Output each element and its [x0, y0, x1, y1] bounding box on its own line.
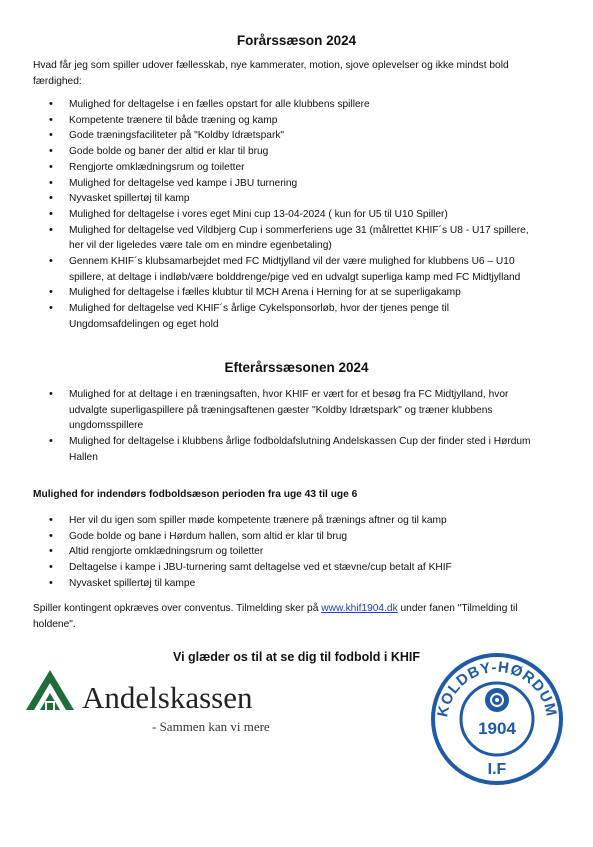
spring-benefit-item: • Mulighed for deltagelse i vores eget Mini cup 13-04-2024 ( kun for U5 til U10 Spiller) [33, 207, 533, 223]
indoor-benefit-item: • Altid rengjorte omklædningsrum og toiletter [33, 544, 533, 560]
spring-benefit-item: • Kompetente trænere til både træning og kamp [33, 113, 533, 129]
indoor-title: Mulighed for indendørs fodboldsæson perioden fra uge 43 til uge 6 [33, 489, 358, 500]
andelskassen-mark-icon [26, 670, 74, 710]
autumn-benefit-item: • Mulighed for deltagelse i klubbens årlige fodboldafslutning Andelskassen Cup der finder sted i Hørdum Hallen [33, 434, 533, 465]
spring-benefit-item: • Mulighed for deltagelse ved KHIF´s årlige Cykelsponsorløb, hvor der tjenes penge til Ungdomsafdelingen og eget hold [33, 301, 533, 332]
indoor-benefits-list [33, 513, 533, 592]
footer-text-after: under fanen "Tilmelding til holdene". [33, 603, 518, 630]
sponsor-name: Andelskassen [82, 680, 253, 715]
closing-line: Vi glæder os til at se dig til fodbold i KHIF [172, 650, 420, 664]
spring-benefit-item: • Mulighed for deltagelse i en fælles opstart for alle klubbens spillere [33, 97, 533, 113]
spring-benefit-item: • Rengjorte omklædningsrum og toiletter [33, 160, 533, 176]
spring-benefits-list [33, 97, 533, 333]
spring-benefit-item: • Mulighed for deltagelse i fælles klubtur til MCH Arena i Herning for at se superligakamp [33, 285, 533, 301]
club-suffix: I.F [487, 761, 507, 778]
spring-intro: Hvad får jeg som spiller udover fællesskab, nye kammerater, motion, sjove oplevelser og ikke mindst bold færdighed: [33, 60, 509, 87]
website-link[interactable]: www.khif1904.dk [321, 603, 398, 614]
spring-benefit-item: • Mulighed for deltagelse ved kampe i JBU turnering [33, 176, 533, 192]
footer-text-before: Spiller kontingent opkræves over conventus. Tilmelding sker på [33, 603, 322, 614]
indoor-benefit-item: • Nyvasket spillertøj til kampe [33, 576, 533, 592]
spring-benefit-item: • Gode træningsfaciliteter på "Koldby Idrætspark" [33, 128, 533, 144]
club-name-arc: KOLDBY-HØRDUM [434, 658, 560, 719]
spring-benefit-item: • Nyvasket spillertøj til kamp [33, 191, 533, 207]
autumn-benefits-list [33, 387, 533, 466]
footer-paragraph [33, 601, 561, 632]
sponsor-tagline: - Sammen kan vi mere [152, 719, 270, 734]
ball-icon [485, 688, 509, 712]
indoor-benefit-item: • Gode bolde og bane i Hørdum hallen, som altid er klar til brug [33, 529, 533, 545]
club-badge [430, 650, 564, 788]
spring-benefit-item: • Gode bolde og baner der altid er klar til brug [33, 144, 533, 160]
indoor-benefit-item: • Deltagelse i kampe i JBU-turnering samt deltagelse ved et stævne/cup betalt af KHIF [33, 560, 533, 576]
indoor-benefit-item: • Her vil du igen som spiller møde kompetente trænere på trænings aftner og til kamp [33, 513, 533, 529]
spring-title: Forårssæson 2024 [236, 33, 357, 48]
spring-benefit-item: • Mulighed for deltagelse ved Vildbjerg Cup i sommerferiens uge 31 (målrettet KHIF´s U8 - U17 spillere, her vil der ligeledes være tale om en mindre egenbetaling) [33, 223, 533, 254]
andelskassen-logo [26, 668, 316, 738]
spring-benefit-item: • Gennem KHIF´s klubsamarbejdet med FC Midtjylland vil der være mulighed for klubbens U6 – U10 spillere, at deltage i indløb/være bolddrenge/pige ved en udvalgt superliga kamp med FC Midtjylland [33, 254, 533, 285]
club-year: 1904 [478, 719, 516, 738]
autumn-title: Efterårssæsonen 2024 [224, 360, 369, 375]
autumn-benefit-item: • Mulighed for at deltage i en træningsaften, hvor KHIF er vært for et besøg fra FC Midtjylland, hvor udvalgte superligaspillere på træningsaftenen gæster "Koldby Idrætspark" og træner klubbens ungdomsspillere [33, 387, 533, 434]
